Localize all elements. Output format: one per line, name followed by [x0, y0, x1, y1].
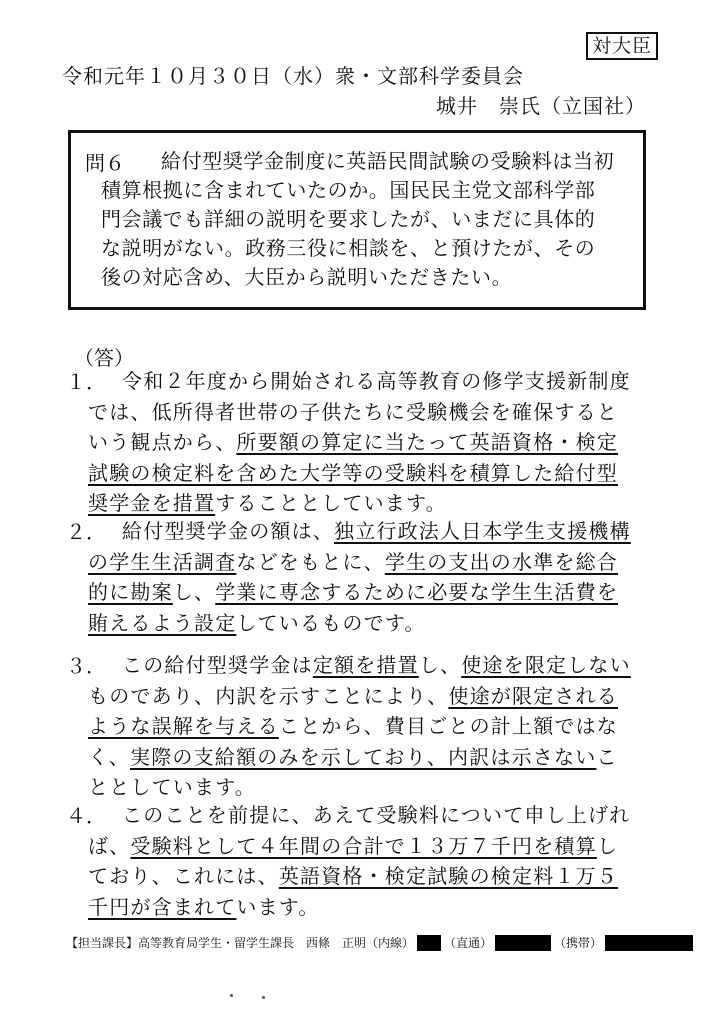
stamp-label: 対大臣 — [586, 32, 658, 60]
redaction-block — [495, 935, 551, 951]
question-line: 門会議でも詳細の説明を要求したが、いまだに具体的 — [101, 207, 596, 231]
answer-item-3 — [66, 650, 656, 803]
direct-line-label: （直通） — [444, 936, 493, 950]
answer-item-1 — [66, 366, 656, 519]
answer-text: ことから、費目ごとの計上額ではな — [278, 714, 619, 738]
answer-text: し、 — [418, 653, 462, 677]
underlined-text: 受験料として４年間の合計で１３万７千円を積算 — [130, 833, 597, 858]
underlined-text: 所要額の算定に当たって英語資格・検定 — [236, 430, 619, 454]
underlined-text: 英語資格・検定試験の検定料１万５ — [278, 864, 619, 888]
question-line: 給付型奨学金制度に英語民間試験の受験料は当初 — [161, 149, 615, 173]
underlined-text: の学生生活調査 — [88, 549, 237, 574]
session-date-line: 令和元年１０月３０日（水）衆・文部科学委員会 — [62, 64, 524, 88]
underlined-text: 学業に専念するために必要な学生生活費を — [215, 580, 619, 604]
answer-text: このことを前提に、あえて受験料について申し上げれ — [122, 803, 631, 827]
underlined-text: 定額を措置 — [312, 653, 419, 677]
question-line: 積算根拠に含まれていたのか。国民民主党文部科学部 — [101, 178, 596, 202]
answer-text: 給付型奨学金の額は、 — [122, 519, 334, 543]
underlined-text: 使途が限定される — [448, 683, 619, 708]
answer-line — [88, 711, 656, 742]
underlined-text: 実際の支給額のみを示しており、内訳は示さない — [130, 744, 597, 769]
underlined-text: ような誤解を与える — [88, 714, 279, 738]
answer-item-2 — [66, 516, 656, 638]
answer-line — [88, 608, 656, 639]
answer-number: ２． — [66, 520, 106, 544]
answer-line — [88, 892, 656, 923]
answer-line — [88, 397, 656, 428]
contact-footer — [66, 934, 696, 951]
question-number: 問６ — [85, 151, 125, 175]
answer-line — [88, 831, 656, 862]
answer-text: 令和２年度から開始される高等教育の修学支援新制度 — [122, 369, 631, 393]
answer-text: しているものです。 — [236, 610, 426, 635]
questioner-name: 城井 崇氏（立国社） — [436, 94, 646, 118]
underlined-text: 賄えるよう設定 — [88, 610, 237, 635]
answer-text: こ — [596, 744, 618, 769]
answer-text: く、 — [88, 744, 130, 769]
answer-line — [88, 861, 656, 892]
underlined-text: 奨学金を措置 — [88, 491, 216, 515]
answer-line — [122, 366, 656, 397]
answer-text: います。 — [236, 894, 320, 919]
answer-number: ３． — [66, 654, 106, 678]
redaction-block — [605, 935, 693, 951]
answer-line — [122, 516, 656, 547]
answer-line — [88, 488, 656, 519]
extension-label: （内線） — [366, 936, 415, 950]
answer-text: ば、 — [88, 833, 131, 858]
answer-text: ととしています。 — [88, 775, 256, 799]
answer-line — [88, 681, 656, 712]
underlined-text: 的に勘案 — [88, 580, 173, 604]
answer-line — [88, 458, 656, 489]
underlined-text: 使途を限定しない — [461, 653, 631, 677]
answer-text: し、 — [172, 580, 216, 604]
mobile-label: （携帯） — [554, 936, 603, 950]
answer-line — [122, 800, 656, 831]
answer-number: １． — [66, 370, 106, 394]
answer-number: ４． — [66, 804, 106, 828]
answer-text: いう観点から、 — [88, 430, 237, 454]
answer-item-4 — [66, 800, 656, 922]
underlined-text: 試験の検定料を含めた大学等の受験料を積算した給付型 — [88, 460, 618, 485]
scan-speck — [262, 996, 265, 999]
answer-line — [88, 547, 656, 578]
answer-line — [88, 742, 656, 773]
underlined-text: 学生の支出の水準を総合 — [384, 549, 619, 574]
underlined-text: 独立行政法人日本学生支援機構 — [334, 519, 631, 543]
question-line: 後の対応含め、大臣から説明いただきたい。 — [101, 265, 513, 289]
answer-text: ものであり、内訳を示すことにより、 — [88, 683, 449, 708]
answer-label: （答） — [74, 346, 134, 370]
answer-text: などをもとに、 — [236, 549, 385, 574]
question-text — [101, 147, 633, 292]
question-box — [68, 130, 646, 310]
answer-text: では、低所得者世帯の子供たちに受験機会を確保すると — [88, 399, 618, 424]
question-line: な説明がない。政務三役に相談を、と預けたが、その — [101, 236, 596, 260]
answer-text: この給付型奨学金は — [122, 653, 313, 677]
answer-text: し — [596, 833, 619, 858]
scan-speck — [230, 994, 233, 997]
redaction-block — [417, 935, 441, 951]
answer-text: ており、これには、 — [88, 864, 279, 888]
answer-line — [88, 772, 656, 803]
answer-line — [88, 427, 656, 458]
manager-info: 【担当課長】高等教育局学生・留学生課長 西條 正明 — [66, 936, 367, 950]
underlined-text: 千円が含まれて — [88, 894, 237, 919]
answer-line — [88, 577, 656, 608]
answer-line — [122, 650, 656, 681]
answer-text: することとしています。 — [215, 491, 447, 515]
